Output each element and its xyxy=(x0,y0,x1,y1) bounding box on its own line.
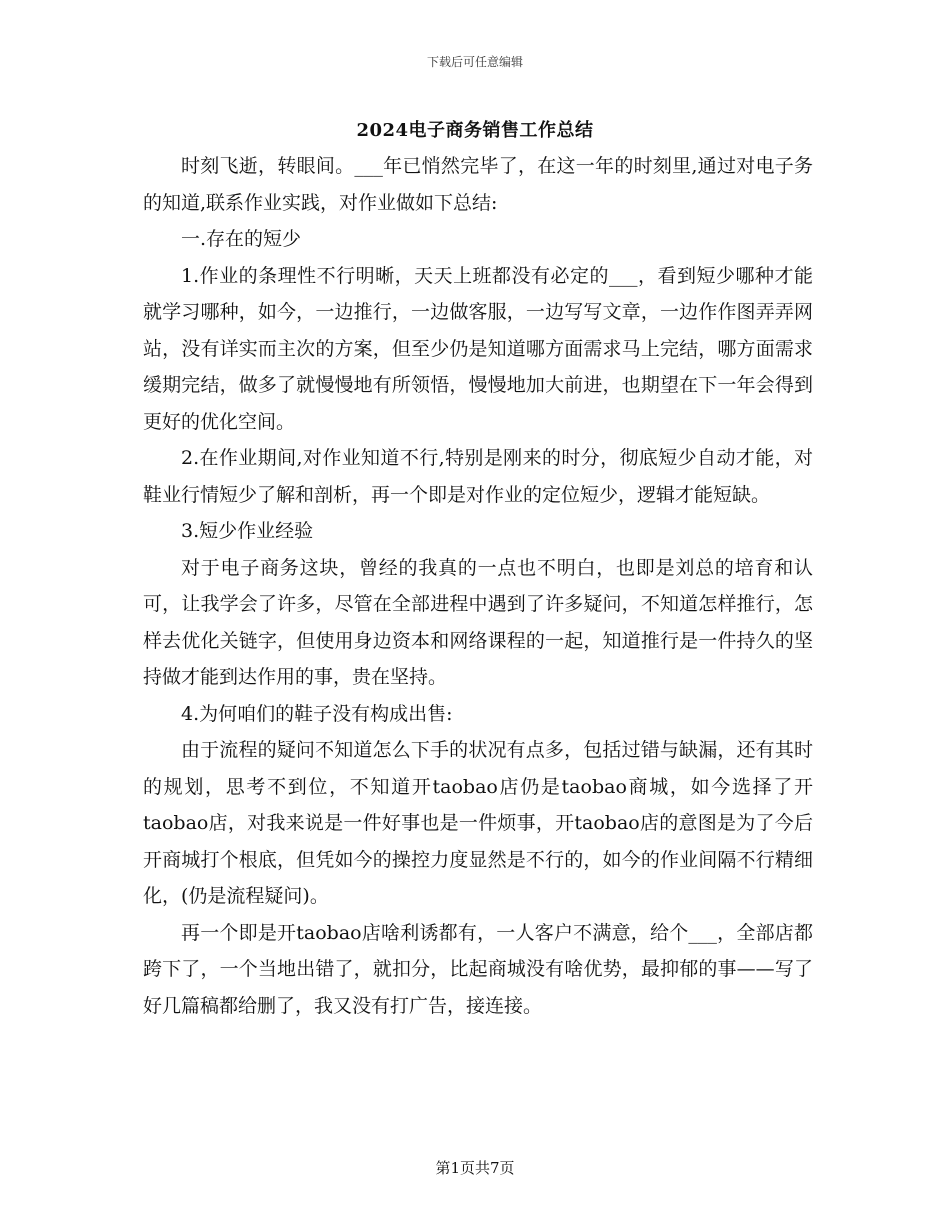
paragraph-process-issues: 由于流程的疑问不知道怎么下手的状况有点多，包括过错与缺漏，还有其时的规划，思考不到位，不知道开taobao店仍是taobao商城，如今选择了开taobao店，对我来说是一件好事也是一件烦事，开taobao店的意图是为了今后开商城打个根底，但凭如今的操控力度显然是不行的，如今的作业间隔不行精细化，(仍是流程疑问)。 xyxy=(143,739,813,907)
download-note: 下载后可任意编辑 xyxy=(426,55,523,69)
paragraph-experience: 对于电子商务这块，曾经的我真的一点也不明白，也即是刘总的培育和认可，让我学会了许多，尽管在全部进程中遇到了许多疑问，不知道怎样推行，怎样去优化关链字，但使用身边资本和网络课程的一起，知道推行是一件持久的坚持做才能到达作用的事，贵在坚持。 xyxy=(143,556,813,688)
page-number: 第1页共7页 xyxy=(435,1159,515,1177)
document-title: 2024电子商务销售工作总结 xyxy=(356,120,594,141)
paragraph-item-2: 2.在作业期间,对作业知道不行,特别是刚来的时分，彻底短少自动才能，对鞋业行情短少了解和剖析，再一个即是对作业的定位短少，逻辑才能短缺。 xyxy=(143,447,813,506)
paragraph-item-3-heading: 3.短少作业经验 xyxy=(181,520,314,542)
section-heading-shortcomings: 一.存在的短少 xyxy=(181,228,302,250)
paragraph-taobao-store: 再一个即是开taobao店啥利诱都有，一人客户不满意，给个___，全部店都跨下了，一个当地出错了，就扣分，比起商城没有啥优势，最抑郁的事——写了好几篇稿都给删了，我又没有打广告，接连接。 xyxy=(143,921,813,1017)
paragraph-item-1: 1.作业的条理性不行明晰，天天上班都没有必定的___，看到短少哪种才能就学习哪种，如今，一边推行，一边做客服，一边写写文章，一边作作图弄弄网站，没有详实而主次的方案，但至少仍是知道哪方面需求马上完结，哪方面需求缓期完结，做多了就慢慢地有所领悟，慢慢地加大前进，也期望在下一年会得到更好的优化空间。 xyxy=(143,264,813,433)
paragraph-intro: 时刻飞逝，转眼间。___年已悄然完毕了，在这一年的时刻里,通过对电子务的知道,联系作业实践，对作业做如下总结: xyxy=(143,155,813,214)
paragraph-item-4-heading: 4.为何咱们的鞋子没有构成出售: xyxy=(181,702,453,725)
document-body xyxy=(143,148,813,1024)
